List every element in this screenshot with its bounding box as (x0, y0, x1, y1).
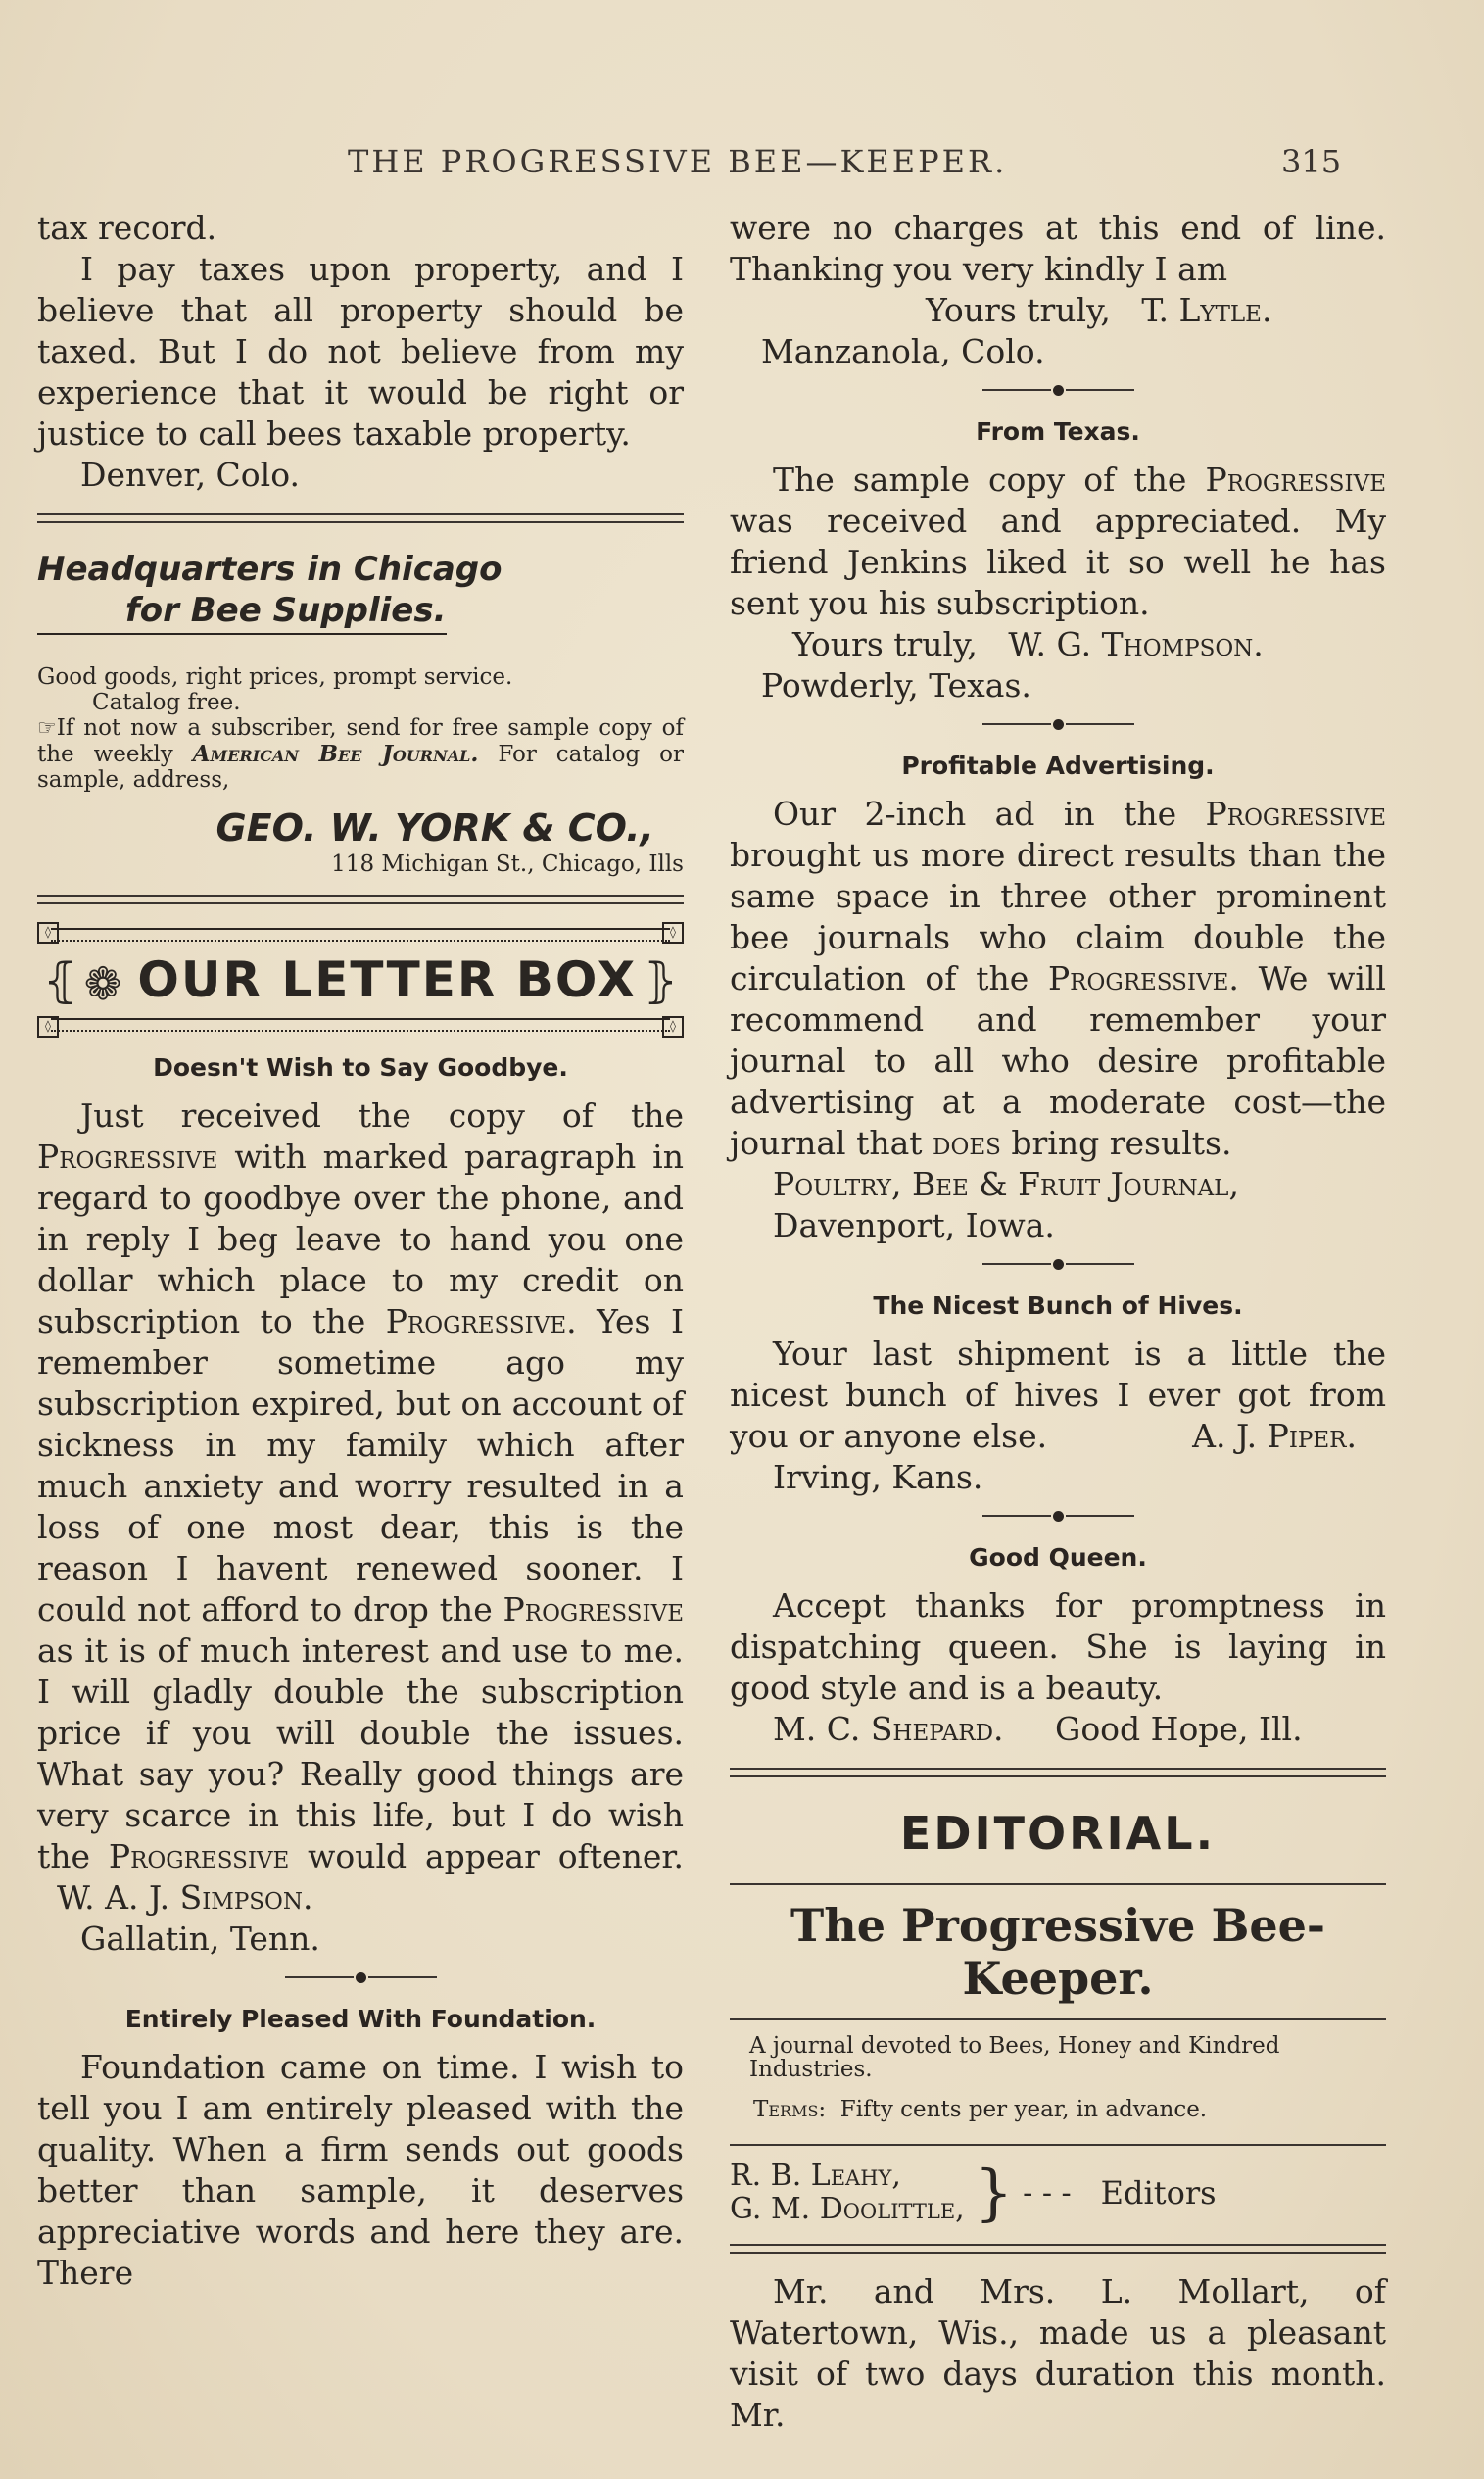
right-column (730, 208, 1386, 2436)
letter-signature: Poultry, Bee & Fruit Journal, (773, 1165, 1239, 1203)
letter-box-banner (37, 922, 684, 1038)
letter-closing: Yours truly, T. Lytle. (926, 291, 1272, 329)
letter-body: Your last shipment is a little the nicest bunch of hives I ever got from you or anyone else. A. J. Piper. (730, 1335, 1386, 1455)
letter-place: Denver, Colo. (80, 456, 300, 494)
letter-place: Manzanola, Colo. (761, 332, 1045, 370)
separator (730, 712, 1386, 736)
continued-text: tax record. (37, 209, 217, 247)
flower-ornament-icon: ❁ (83, 956, 124, 1010)
rule (730, 1883, 1386, 1885)
banner-border-bottom (51, 1018, 670, 1032)
editor-name: G. M. Doolittle, (730, 2192, 965, 2226)
letter-heading: From Texas. (976, 417, 1140, 446)
left-column (37, 208, 684, 2294)
corner-ornament-icon: ◊ (662, 1016, 684, 1038)
banner-border-top (51, 928, 670, 942)
bracket-ornament-icon: ⦄ (643, 953, 678, 1008)
double-rule (37, 895, 684, 904)
letter-signature: W. A. J. Simpson. (57, 1878, 313, 1917)
letter-closing: Yours truly, W. G. Thompson. (792, 625, 1264, 663)
ad-title-line-2: for Bee Supplies. (37, 590, 447, 635)
section-heading: EDITORIAL. (899, 1807, 1217, 1860)
ad-title (37, 549, 684, 635)
ad-line (37, 715, 684, 793)
letter-place: Davenport, Iowa. (773, 1206, 1055, 1244)
corner-ornament-icon: ◊ (37, 922, 59, 944)
corner-ornament-icon: ◊ (37, 1016, 59, 1038)
separator (730, 1252, 1386, 1276)
editorial-body: Mr. and Mrs. L. Mollart, of Watertown, Wis., made us a pleasant visit of two days duration this month. Mr. (730, 2272, 1386, 2434)
masthead-title: The Progressive Bee-Keeper. (790, 1899, 1325, 2005)
double-rule (37, 513, 684, 523)
letter-signature: W. G. Thompson. (1008, 625, 1264, 663)
subscription-terms: Terms: Fifty cents per year, in advance. (753, 2097, 1208, 2122)
ad-journal-name: American Bee Journal. (192, 741, 479, 767)
separator (730, 1504, 1386, 1528)
journal-running-title: THE PROGRESSIVE BEE—KEEPER. (348, 143, 1008, 180)
editors-block (730, 2157, 1386, 2228)
letter-heading: Profitable Advertising. (901, 752, 1215, 780)
brace-icon: } (974, 2157, 1014, 2228)
continued-text: were no charges at this end of line. Thanking you very kindly I am (730, 209, 1386, 288)
letter-heading: Entirely Pleased With Foundation. (124, 2005, 597, 2033)
letter-signature-line (730, 1709, 1386, 1750)
letter-body: Our 2-inch ad in the Progressive brought us more direct results than the same space in three other prominent bee journals who claim double the circulation of the Progressive. We will recommend and remember your journal to all who desire profitable advertising at a moderate cost—the journal that does bring results. (730, 795, 1386, 1162)
bracket-ornament-icon: ⦃ (43, 953, 78, 1008)
masthead-subtitle: A journal devoted to Bees, Honey and Kindred Industries. (749, 2033, 1280, 2082)
separator (37, 1966, 684, 1989)
editors-label: Editors (1100, 2174, 1217, 2212)
rule (730, 2144, 1386, 2146)
letter-signature: A. J. Piper. (1192, 1417, 1357, 1455)
letter-body: The sample copy of the Progressive was received and appreciated. My friend Jenkins liked it so well he has sent you his subscription. (730, 461, 1386, 622)
letter-heading: The Nicest Bunch of Hives. (873, 1291, 1243, 1320)
ad-line: Catalog free. (92, 690, 241, 715)
corner-ornament-icon: ◊ (662, 922, 684, 944)
editor-name: R. B. Leahy, (730, 2159, 901, 2193)
separator (730, 378, 1386, 402)
rule (730, 2018, 1386, 2020)
continued-paragraph: I pay taxes upon property, and I believe that all property should be taxed. But I do not believe from my experience that it would be right or justice to call bees taxable property. (37, 250, 684, 453)
ad-text: For catalog or sample, address, (37, 742, 684, 793)
letter-signature: M. C. Shepard. (773, 1710, 1004, 1748)
letter-box-title (37, 951, 684, 1010)
advertisement (37, 549, 684, 877)
ad-address: 118 Michigan St., Chicago, Ills (331, 851, 684, 877)
editor-names (730, 2160, 965, 2226)
double-rule (730, 1768, 1386, 1777)
page-number: 315 (1281, 143, 1342, 180)
pointing-hand-icon: ☞ (37, 716, 57, 741)
leader-dashes: - - - (1023, 2175, 1072, 2211)
letter-place: Irving, Kans. (773, 1458, 983, 1496)
letter-body: Accept thanks for promptness in dispatching queen. She is laying in good style and is a beauty. (730, 1586, 1386, 1707)
letter-place: Powderly, Texas. (761, 666, 1031, 705)
ad-line: Good goods, right prices, prompt service. (37, 664, 513, 690)
letter-body: Just received the copy of the Progressive with marked paragraph in regard to goodbye over the phone, and in reply I beg leave to hand you one dollar which place to my credit on subscription to the Progressive. Yes I remember sometime ago my subscription expired, but on account of sickness in my family which after much anxiety and worry resulted in a loss of one most dear, this is the reason I havent renewed sooner. I could not afford to drop the Progressive as it is of much interest and use to me. I will gladly double the subscription price if you will double the issues. What say you? Really good things are very scarce in this life, but I do wish the Progressive would appear oftener. W. A. J. Simpson. (37, 1096, 684, 1917)
letter-place: Good Hope, Ill. (1054, 1710, 1303, 1748)
ad-firm-name: GEO. W. YORK & CO., (215, 806, 654, 850)
double-rule (730, 2244, 1386, 2254)
letter-signature: T. Lytle. (1141, 291, 1272, 329)
running-head (0, 143, 1484, 186)
letter-heading: Good Queen. (969, 1543, 1147, 1572)
ad-text: If not now a subscriber, send for free sample copy of the weekly (37, 715, 684, 767)
letter-place: Gallatin, Tenn. (80, 1920, 320, 1958)
letter-box-label: OUR LETTER BOX (137, 951, 638, 1008)
letter-body: Foundation came on time. I wish to tell you I am entirely pleased with the quality. When a firm sends out goods better than sample, it deserves appreciative words and here they are. There (37, 2048, 684, 2292)
letter-heading: Doesn't Wish to Say Goodbye. (153, 1053, 568, 1082)
ad-title-line-1: Headquarters in Chicago (37, 550, 503, 589)
